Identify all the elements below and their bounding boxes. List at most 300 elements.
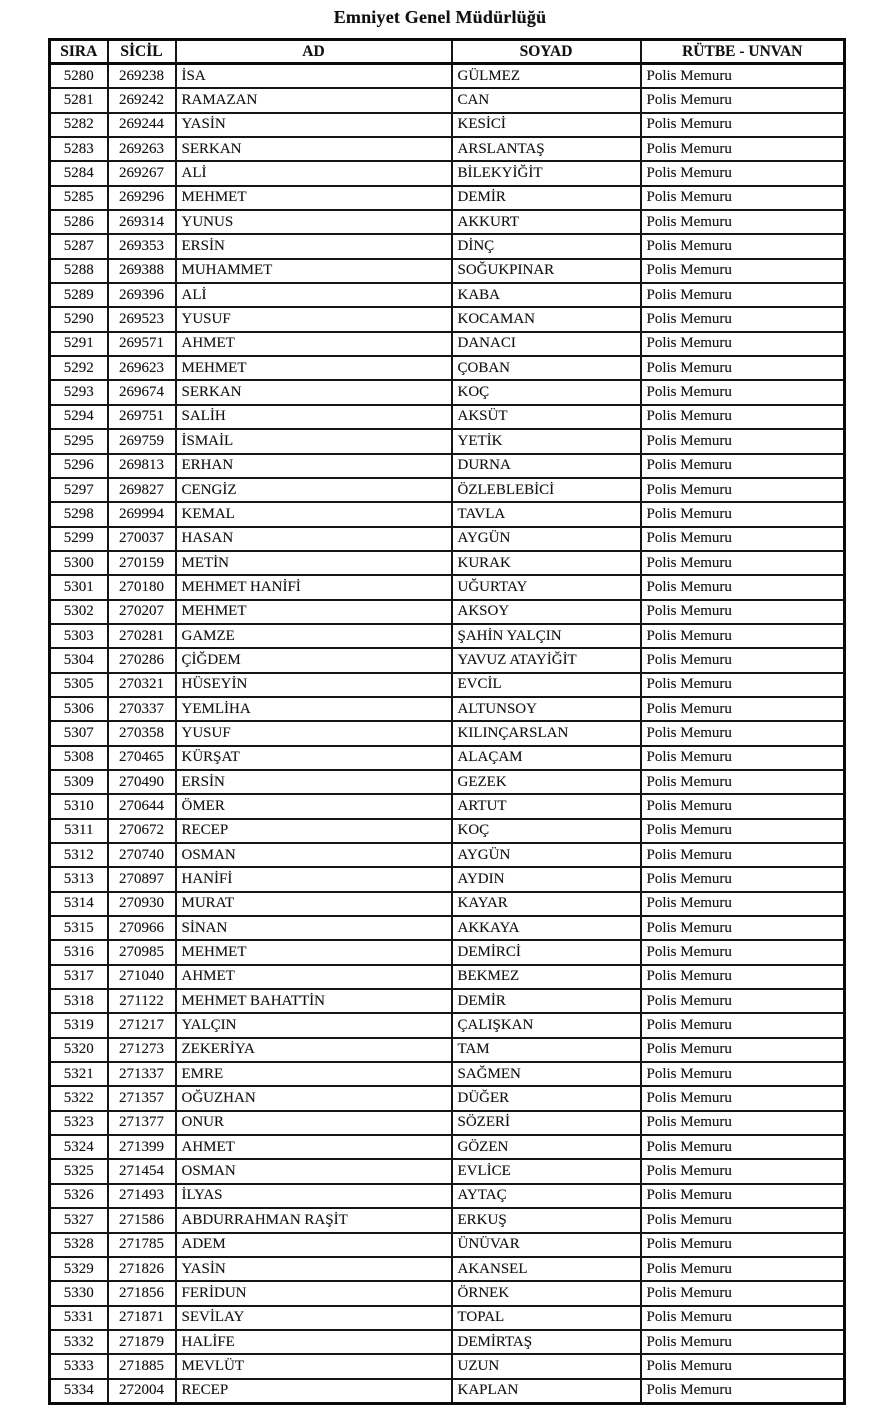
cell-soyad: DEMİRTAŞ — [452, 1330, 641, 1354]
cell-ad: METİN — [176, 551, 452, 575]
table-row — [50, 405, 845, 429]
cell-sira: 5320 — [50, 1038, 108, 1062]
cell-ad: OSMAN — [176, 1159, 452, 1183]
cell-rutbe: Polis Memuru — [641, 1038, 845, 1062]
cell-sira: 5326 — [50, 1184, 108, 1208]
cell-sicil: 270180 — [108, 575, 176, 599]
cell-sicil: 271826 — [108, 1257, 176, 1281]
cell-sira: 5285 — [50, 186, 108, 210]
cell-sira: 5302 — [50, 600, 108, 624]
cell-ad: MEHMET — [176, 186, 452, 210]
cell-ad: SEVİLAY — [176, 1306, 452, 1330]
cell-sira: 5306 — [50, 697, 108, 721]
cell-sicil: 269759 — [108, 429, 176, 453]
cell-soyad: UZUN — [452, 1354, 641, 1378]
cell-soyad: ÖRNEK — [452, 1281, 641, 1305]
table-row — [50, 429, 845, 453]
cell-sicil: 270337 — [108, 697, 176, 721]
cell-sira: 5292 — [50, 356, 108, 380]
cell-rutbe: Polis Memuru — [641, 1135, 845, 1159]
cell-sicil: 270966 — [108, 916, 176, 940]
table-row — [50, 88, 845, 112]
cell-sicil: 269388 — [108, 259, 176, 283]
cell-sira: 5322 — [50, 1086, 108, 1110]
cell-sira: 5328 — [50, 1233, 108, 1257]
cell-sicil: 270207 — [108, 600, 176, 624]
cell-rutbe: Polis Memuru — [641, 1086, 845, 1110]
cell-ad: MEHMET BAHATTİN — [176, 989, 452, 1013]
table-row — [50, 1330, 845, 1354]
cell-sira: 5288 — [50, 259, 108, 283]
table-row — [50, 1062, 845, 1086]
cell-sira: 5321 — [50, 1062, 108, 1086]
cell-rutbe: Polis Memuru — [641, 819, 845, 843]
cell-sicil: 271217 — [108, 1013, 176, 1037]
cell-sira: 5313 — [50, 867, 108, 891]
cell-rutbe: Polis Memuru — [641, 1184, 845, 1208]
cell-soyad: DANACI — [452, 332, 641, 356]
cell-sicil: 270930 — [108, 892, 176, 916]
cell-ad: KÜRŞAT — [176, 746, 452, 770]
cell-sira: 5294 — [50, 405, 108, 429]
cell-soyad: ÜNÜVAR — [452, 1233, 641, 1257]
cell-soyad: TAVLA — [452, 502, 641, 526]
cell-sira: 5318 — [50, 989, 108, 1013]
cell-sicil: 271879 — [108, 1330, 176, 1354]
cell-ad: ÖMER — [176, 794, 452, 818]
cell-soyad: ERKUŞ — [452, 1208, 641, 1232]
cell-ad: MEHMET — [176, 356, 452, 380]
cell-soyad: YETİK — [452, 429, 641, 453]
table-row — [50, 1354, 845, 1378]
cell-ad: CENGİZ — [176, 478, 452, 502]
cell-sicil: 270281 — [108, 624, 176, 648]
cell-rutbe: Polis Memuru — [641, 1257, 845, 1281]
cell-sira: 5314 — [50, 892, 108, 916]
table-row — [50, 1379, 845, 1404]
cell-rutbe: Polis Memuru — [641, 454, 845, 478]
cell-ad: ONUR — [176, 1111, 452, 1135]
table-row — [50, 940, 845, 964]
cell-ad: SERKAN — [176, 380, 452, 404]
cell-soyad: ALTUNSOY — [452, 697, 641, 721]
cell-sicil: 272004 — [108, 1379, 176, 1404]
cell-sicil: 269263 — [108, 137, 176, 161]
cell-sira: 5283 — [50, 137, 108, 161]
cell-soyad: ÇALIŞKAN — [452, 1013, 641, 1037]
table-row — [50, 380, 845, 404]
cell-rutbe: Polis Memuru — [641, 283, 845, 307]
cell-soyad: KOÇ — [452, 380, 641, 404]
cell-sira: 5315 — [50, 916, 108, 940]
table-row — [50, 137, 845, 161]
cell-sicil: 269674 — [108, 380, 176, 404]
table-row — [50, 1306, 845, 1330]
cell-soyad: AYGÜN — [452, 843, 641, 867]
cell-ad: YALÇIN — [176, 1013, 452, 1037]
cell-rutbe: Polis Memuru — [641, 892, 845, 916]
cell-rutbe: Polis Memuru — [641, 1111, 845, 1135]
cell-ad: ERSİN — [176, 770, 452, 794]
cell-sicil: 270321 — [108, 673, 176, 697]
table-row — [50, 113, 845, 137]
cell-sira: 5309 — [50, 770, 108, 794]
cell-sira: 5300 — [50, 551, 108, 575]
cell-sicil: 269396 — [108, 283, 176, 307]
cell-soyad: DURNA — [452, 454, 641, 478]
table-header-row — [50, 40, 845, 64]
cell-ad: RAMAZAN — [176, 88, 452, 112]
cell-sicil: 270985 — [108, 940, 176, 964]
cell-soyad: AYDIN — [452, 867, 641, 891]
cell-ad: RECEP — [176, 819, 452, 843]
cell-sicil: 270159 — [108, 551, 176, 575]
cell-ad: RECEP — [176, 1379, 452, 1404]
header-cell-rutbe: RÜTBE - UNVAN — [641, 40, 845, 64]
cell-rutbe: Polis Memuru — [641, 867, 845, 891]
cell-ad: ERSİN — [176, 234, 452, 258]
cell-sira: 5287 — [50, 234, 108, 258]
cell-ad: YASİN — [176, 113, 452, 137]
cell-sicil: 271493 — [108, 1184, 176, 1208]
cell-sira: 5333 — [50, 1354, 108, 1378]
table-row — [50, 624, 845, 648]
cell-rutbe: Polis Memuru — [641, 624, 845, 648]
table-row — [50, 1086, 845, 1110]
cell-sicil: 271586 — [108, 1208, 176, 1232]
table-row — [50, 478, 845, 502]
cell-soyad: SAĞMEN — [452, 1062, 641, 1086]
cell-ad: YUSUF — [176, 721, 452, 745]
cell-sira: 5280 — [50, 64, 108, 89]
cell-sira: 5286 — [50, 210, 108, 234]
cell-soyad: KABA — [452, 283, 641, 307]
cell-sicil: 270740 — [108, 843, 176, 867]
cell-rutbe: Polis Memuru — [641, 600, 845, 624]
cell-sira: 5325 — [50, 1159, 108, 1183]
cell-rutbe: Polis Memuru — [641, 746, 845, 770]
table-row — [50, 1233, 845, 1257]
cell-ad: ALİ — [176, 283, 452, 307]
table-row — [50, 1208, 845, 1232]
cell-sicil: 270490 — [108, 770, 176, 794]
cell-sicil: 269244 — [108, 113, 176, 137]
cell-soyad: DEMİRCİ — [452, 940, 641, 964]
cell-soyad: KURAK — [452, 551, 641, 575]
cell-soyad: KAPLAN — [452, 1379, 641, 1404]
table-row — [50, 770, 845, 794]
cell-ad: ADEM — [176, 1233, 452, 1257]
cell-rutbe: Polis Memuru — [641, 551, 845, 575]
cell-sira: 5331 — [50, 1306, 108, 1330]
table-row — [50, 1281, 845, 1305]
cell-ad: HASAN — [176, 527, 452, 551]
cell-rutbe: Polis Memuru — [641, 1159, 845, 1183]
cell-soyad: BEKMEZ — [452, 965, 641, 989]
cell-sicil: 271399 — [108, 1135, 176, 1159]
cell-ad: MUHAMMET — [176, 259, 452, 283]
cell-soyad: YAVUZ ATAYİĞİT — [452, 648, 641, 672]
table-row — [50, 819, 845, 843]
cell-ad: İSMAİL — [176, 429, 452, 453]
cell-rutbe: Polis Memuru — [641, 770, 845, 794]
cell-rutbe: Polis Memuru — [641, 843, 845, 867]
cell-rutbe: Polis Memuru — [641, 210, 845, 234]
cell-soyad: KAYAR — [452, 892, 641, 916]
cell-soyad: AKANSEL — [452, 1257, 641, 1281]
cell-ad: YEMLİHA — [176, 697, 452, 721]
cell-rutbe: Polis Memuru — [641, 1379, 845, 1404]
cell-sira: 5303 — [50, 624, 108, 648]
cell-rutbe: Polis Memuru — [641, 1013, 845, 1037]
cell-rutbe: Polis Memuru — [641, 380, 845, 404]
table-row — [50, 1257, 845, 1281]
cell-sicil: 269813 — [108, 454, 176, 478]
cell-rutbe: Polis Memuru — [641, 575, 845, 599]
cell-sira: 5295 — [50, 429, 108, 453]
table-row — [50, 575, 845, 599]
cell-sira: 5282 — [50, 113, 108, 137]
table-row — [50, 64, 845, 89]
cell-sicil: 270672 — [108, 819, 176, 843]
cell-sira: 5298 — [50, 502, 108, 526]
cell-ad: MEHMET HANİFİ — [176, 575, 452, 599]
table-row — [50, 527, 845, 551]
cell-rutbe: Polis Memuru — [641, 940, 845, 964]
cell-ad: YUNUS — [176, 210, 452, 234]
table-row — [50, 843, 845, 867]
cell-ad: EMRE — [176, 1062, 452, 1086]
cell-soyad: DEMİR — [452, 989, 641, 1013]
cell-rutbe: Polis Memuru — [641, 186, 845, 210]
cell-ad: AHMET — [176, 1135, 452, 1159]
cell-rutbe: Polis Memuru — [641, 332, 845, 356]
header-cell-sira: SIRA — [50, 40, 108, 64]
table-row — [50, 600, 845, 624]
cell-sira: 5297 — [50, 478, 108, 502]
cell-sicil: 270286 — [108, 648, 176, 672]
cell-sicil: 269523 — [108, 307, 176, 331]
table-row — [50, 673, 845, 697]
cell-sira: 5329 — [50, 1257, 108, 1281]
cell-sicil: 271871 — [108, 1306, 176, 1330]
cell-soyad: GEZEK — [452, 770, 641, 794]
table-body — [50, 64, 845, 1404]
cell-sira: 5324 — [50, 1135, 108, 1159]
cell-ad: ÇİĞDEM — [176, 648, 452, 672]
table-row — [50, 965, 845, 989]
cell-soyad: UĞURTAY — [452, 575, 641, 599]
cell-ad: GAMZE — [176, 624, 452, 648]
cell-soyad: ALAÇAM — [452, 746, 641, 770]
table-row — [50, 1135, 845, 1159]
cell-soyad: EVCİL — [452, 673, 641, 697]
cell-rutbe: Polis Memuru — [641, 648, 845, 672]
cell-rutbe: Polis Memuru — [641, 965, 845, 989]
cell-soyad: KESİCİ — [452, 113, 641, 137]
cell-rutbe: Polis Memuru — [641, 1233, 845, 1257]
cell-rutbe: Polis Memuru — [641, 1208, 845, 1232]
cell-soyad: KILINÇARSLAN — [452, 721, 641, 745]
cell-soyad: ÇOBAN — [452, 356, 641, 380]
table-row — [50, 1111, 845, 1135]
cell-sira: 5319 — [50, 1013, 108, 1037]
cell-rutbe: Polis Memuru — [641, 307, 845, 331]
cell-rutbe: Polis Memuru — [641, 1354, 845, 1378]
cell-ad: KEMAL — [176, 502, 452, 526]
cell-ad: OĞUZHAN — [176, 1086, 452, 1110]
cell-sira: 5281 — [50, 88, 108, 112]
cell-rutbe: Polis Memuru — [641, 527, 845, 551]
cell-ad: MEHMET — [176, 600, 452, 624]
cell-sicil: 271357 — [108, 1086, 176, 1110]
cell-rutbe: Polis Memuru — [641, 721, 845, 745]
table-row — [50, 161, 845, 185]
cell-sira: 5296 — [50, 454, 108, 478]
cell-soyad: ARSLANTAŞ — [452, 137, 641, 161]
cell-soyad: EVLİCE — [452, 1159, 641, 1183]
cell-soyad: SÖZERİ — [452, 1111, 641, 1135]
cell-sicil: 271454 — [108, 1159, 176, 1183]
cell-sira: 5291 — [50, 332, 108, 356]
header-cell-sicil: SİCİL — [108, 40, 176, 64]
cell-soyad: DÜĞER — [452, 1086, 641, 1110]
cell-ad: YUSUF — [176, 307, 452, 331]
table-row — [50, 332, 845, 356]
cell-soyad: TAM — [452, 1038, 641, 1062]
personnel-table — [48, 38, 846, 1405]
cell-sicil: 270358 — [108, 721, 176, 745]
table-row — [50, 1013, 845, 1037]
cell-soyad: AYTAÇ — [452, 1184, 641, 1208]
cell-soyad: KOÇ — [452, 819, 641, 843]
cell-sira: 5310 — [50, 794, 108, 818]
cell-ad: HÜSEYİN — [176, 673, 452, 697]
cell-ad: OSMAN — [176, 843, 452, 867]
cell-sira: 5301 — [50, 575, 108, 599]
header-cell-ad: AD — [176, 40, 452, 64]
table-row — [50, 916, 845, 940]
cell-rutbe: Polis Memuru — [641, 794, 845, 818]
cell-sira: 5334 — [50, 1379, 108, 1404]
table-row — [50, 794, 845, 818]
cell-rutbe: Polis Memuru — [641, 356, 845, 380]
cell-sicil: 269571 — [108, 332, 176, 356]
page-title: Emniyet Genel Müdürlüğü — [333, 7, 547, 27]
cell-sicil: 269623 — [108, 356, 176, 380]
table-row — [50, 551, 845, 575]
cell-rutbe: Polis Memuru — [641, 502, 845, 526]
cell-sicil: 270897 — [108, 867, 176, 891]
cell-sira: 5299 — [50, 527, 108, 551]
cell-rutbe: Polis Memuru — [641, 1306, 845, 1330]
cell-rutbe: Polis Memuru — [641, 137, 845, 161]
cell-sicil: 269242 — [108, 88, 176, 112]
cell-ad: MEVLÜT — [176, 1354, 452, 1378]
cell-sira: 5332 — [50, 1330, 108, 1354]
cell-soyad: DEMİR — [452, 186, 641, 210]
cell-soyad: CAN — [452, 88, 641, 112]
cell-soyad: GÜLMEZ — [452, 64, 641, 89]
cell-rutbe: Polis Memuru — [641, 989, 845, 1013]
cell-rutbe: Polis Memuru — [641, 405, 845, 429]
cell-sira: 5304 — [50, 648, 108, 672]
cell-ad: İSA — [176, 64, 452, 89]
table-row — [50, 1159, 845, 1183]
cell-soyad: KOCAMAN — [452, 307, 641, 331]
cell-rutbe: Polis Memuru — [641, 429, 845, 453]
cell-sira: 5308 — [50, 746, 108, 770]
cell-soyad: AYGÜN — [452, 527, 641, 551]
table-row — [50, 307, 845, 331]
table-row — [50, 502, 845, 526]
cell-ad: SALİH — [176, 405, 452, 429]
cell-ad: YASİN — [176, 1257, 452, 1281]
cell-rutbe: Polis Memuru — [641, 161, 845, 185]
cell-rutbe: Polis Memuru — [641, 88, 845, 112]
cell-soyad: AKKURT — [452, 210, 641, 234]
table-row — [50, 283, 845, 307]
cell-ad: ERHAN — [176, 454, 452, 478]
cell-sicil: 271337 — [108, 1062, 176, 1086]
cell-sira: 5327 — [50, 1208, 108, 1232]
cell-sira: 5284 — [50, 161, 108, 185]
cell-ad: ALİ — [176, 161, 452, 185]
cell-sicil: 271377 — [108, 1111, 176, 1135]
table-row — [50, 697, 845, 721]
cell-sicil: 269267 — [108, 161, 176, 185]
cell-sira: 5305 — [50, 673, 108, 697]
cell-ad: MEHMET — [176, 940, 452, 964]
cell-sicil: 269353 — [108, 234, 176, 258]
cell-sicil: 271785 — [108, 1233, 176, 1257]
cell-sicil: 271122 — [108, 989, 176, 1013]
cell-ad: SERKAN — [176, 137, 452, 161]
table-row — [50, 1038, 845, 1062]
table-row — [50, 234, 845, 258]
cell-ad: İLYAS — [176, 1184, 452, 1208]
cell-ad: FERİDUN — [176, 1281, 452, 1305]
cell-ad: MURAT — [176, 892, 452, 916]
table-row — [50, 867, 845, 891]
cell-ad: ABDURRAHMAN RAŞİT — [176, 1208, 452, 1232]
table-row — [50, 186, 845, 210]
cell-soyad: AKSOY — [452, 600, 641, 624]
cell-sicil: 269238 — [108, 64, 176, 89]
cell-rutbe: Polis Memuru — [641, 234, 845, 258]
cell-ad: HANİFİ — [176, 867, 452, 891]
cell-ad: AHMET — [176, 332, 452, 356]
cell-sicil: 269751 — [108, 405, 176, 429]
cell-soyad: AKSÜT — [452, 405, 641, 429]
table-row — [50, 1184, 845, 1208]
cell-sicil: 270465 — [108, 746, 176, 770]
cell-soyad: AKKAYA — [452, 916, 641, 940]
cell-sira: 5323 — [50, 1111, 108, 1135]
cell-ad: AHMET — [176, 965, 452, 989]
cell-soyad: ARTUT — [452, 794, 641, 818]
cell-rutbe: Polis Memuru — [641, 673, 845, 697]
cell-soyad: ÖZLEBLEBİCİ — [452, 478, 641, 502]
cell-sira: 5311 — [50, 819, 108, 843]
cell-sicil: 269994 — [108, 502, 176, 526]
cell-soyad: GÖZEN — [452, 1135, 641, 1159]
cell-rutbe: Polis Memuru — [641, 1330, 845, 1354]
table-row — [50, 210, 845, 234]
cell-rutbe: Polis Memuru — [641, 1281, 845, 1305]
cell-sira: 5290 — [50, 307, 108, 331]
table-row — [50, 356, 845, 380]
